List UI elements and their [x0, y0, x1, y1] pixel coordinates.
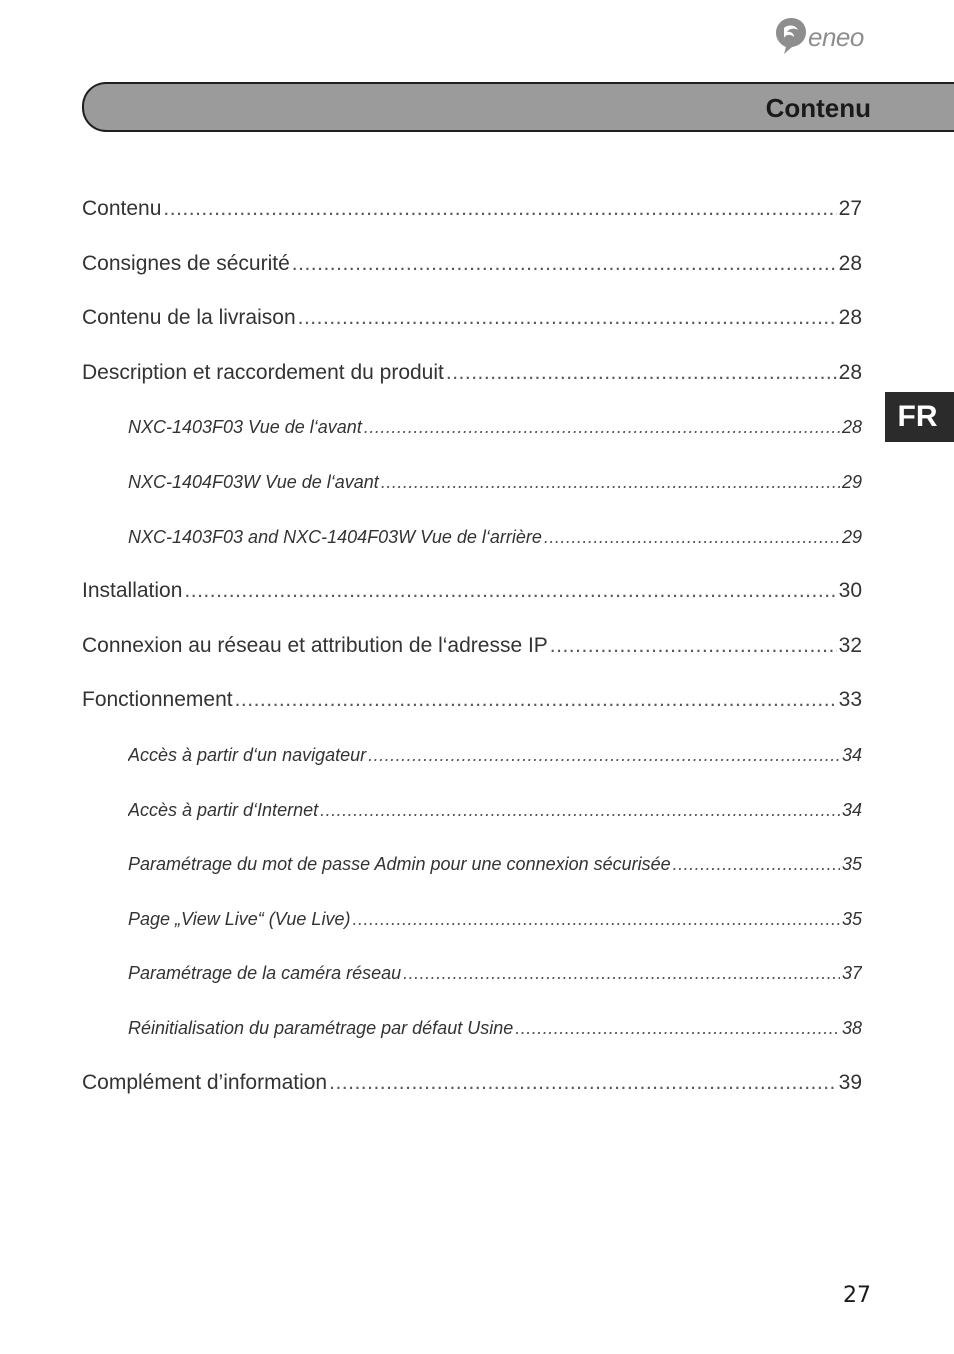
toc-entry-page: 29 [841, 472, 862, 492]
logo-wordmark: eneo [808, 22, 864, 52]
toc-entry-label: Contenu de la livraison [82, 306, 296, 330]
toc-entry-label: Complément d’information [82, 1070, 328, 1094]
toc-entry-page: 35 [841, 854, 862, 875]
dot-leader [235, 688, 837, 712]
toc-entry-label: Accès à partir d‘un navigateur [128, 745, 367, 765]
toc-entry[interactable] [82, 252, 862, 276]
toc-entry-page: 35 [841, 908, 862, 929]
language-tab: FR [885, 392, 954, 442]
section-header-bar [82, 82, 954, 132]
toc-entry[interactable] [128, 800, 862, 821]
dot-leader [673, 854, 840, 875]
toc-entry-page: 37 [841, 963, 862, 984]
page-title: Contenu [765, 93, 871, 123]
toc-entry[interactable] [82, 634, 862, 658]
dot-leader [550, 634, 837, 658]
dot-leader [292, 252, 837, 276]
toc-entry-label: Accès à partir d‘Internet [128, 799, 319, 820]
toc-entry-label: Consignes de sécurité [82, 251, 290, 275]
toc-entry-label: Installation [82, 579, 183, 603]
toc-entry-label: Paramétrage du mot de passe Admin pour une connexion sécurisée [128, 854, 671, 875]
toc-entry-label: Réinitialisation du paramétrage par défaut Usine [128, 1018, 514, 1038]
toc-entry-page: 34 [841, 745, 862, 765]
toc-entry-label: Contenu [82, 197, 162, 220]
toc-entry-page: 33 [838, 688, 862, 712]
toc-entry[interactable] [82, 1071, 862, 1095]
toc-entry[interactable] [128, 472, 862, 493]
dot-leader [381, 472, 840, 493]
dot-leader [329, 1071, 837, 1095]
dot-leader [515, 1018, 840, 1039]
dot-leader [544, 527, 840, 548]
dot-leader [352, 909, 840, 930]
toc-entry-page: 28 [838, 251, 862, 275]
toc-entry[interactable] [128, 745, 862, 766]
toc-entry-page: 28 [838, 360, 862, 384]
toc-entry[interactable] [82, 688, 862, 712]
toc-entry-label: NXC-1403F03 and NXC-1404F03W Vue de l‘arrière [128, 526, 542, 547]
toc-entry-label: Description et raccordement du produit [82, 360, 444, 384]
dot-leader [163, 197, 836, 221]
toc-entry-page: 39 [838, 1070, 862, 1094]
toc-entry-label: Paramétrage de la caméra réseau [128, 963, 402, 984]
toc-entry[interactable] [82, 361, 862, 385]
toc-entry[interactable] [128, 1018, 862, 1039]
toc-entry[interactable] [128, 527, 862, 548]
toc-entry[interactable] [82, 197, 862, 221]
toc-entry-label: NXC-1403F03 Vue de l‘avant [128, 417, 362, 438]
page-number: 27 [843, 1283, 871, 1308]
toc-entry-page: 30 [838, 579, 862, 603]
dot-leader [320, 800, 840, 821]
dot-leader [403, 963, 840, 984]
toc-entry[interactable] [82, 579, 862, 603]
dot-leader [368, 745, 840, 766]
toc-entry-page: 34 [841, 799, 862, 820]
toc-entry[interactable] [128, 909, 862, 930]
eneo-logo-icon [774, 16, 808, 56]
toc-entry[interactable] [128, 854, 862, 875]
toc-entry-label: Connexion au réseau et attribution de l‘adresse IP [82, 633, 548, 657]
toc-entry-page: 32 [838, 633, 862, 657]
toc-entry-label: Fonctionnement [82, 688, 233, 712]
toc-entry[interactable] [82, 306, 862, 330]
toc-entry-page: 29 [841, 526, 862, 547]
dot-leader [298, 306, 837, 330]
dot-leader [446, 361, 837, 385]
toc-entry[interactable] [128, 963, 862, 984]
toc-entry-page: 28 [841, 417, 862, 438]
dot-leader [364, 417, 840, 438]
toc-entry-page: 28 [838, 306, 862, 330]
toc-entry[interactable] [128, 417, 862, 438]
toc-entry-page: 27 [838, 197, 862, 220]
toc-entry-label: NXC-1404F03W Vue de l‘avant [128, 472, 379, 492]
toc-entry-label: Page „View Live“ (Vue Live) [128, 908, 351, 929]
dot-leader [184, 579, 836, 603]
toc-entry-page: 38 [841, 1018, 862, 1038]
brand-logo [774, 16, 884, 56]
